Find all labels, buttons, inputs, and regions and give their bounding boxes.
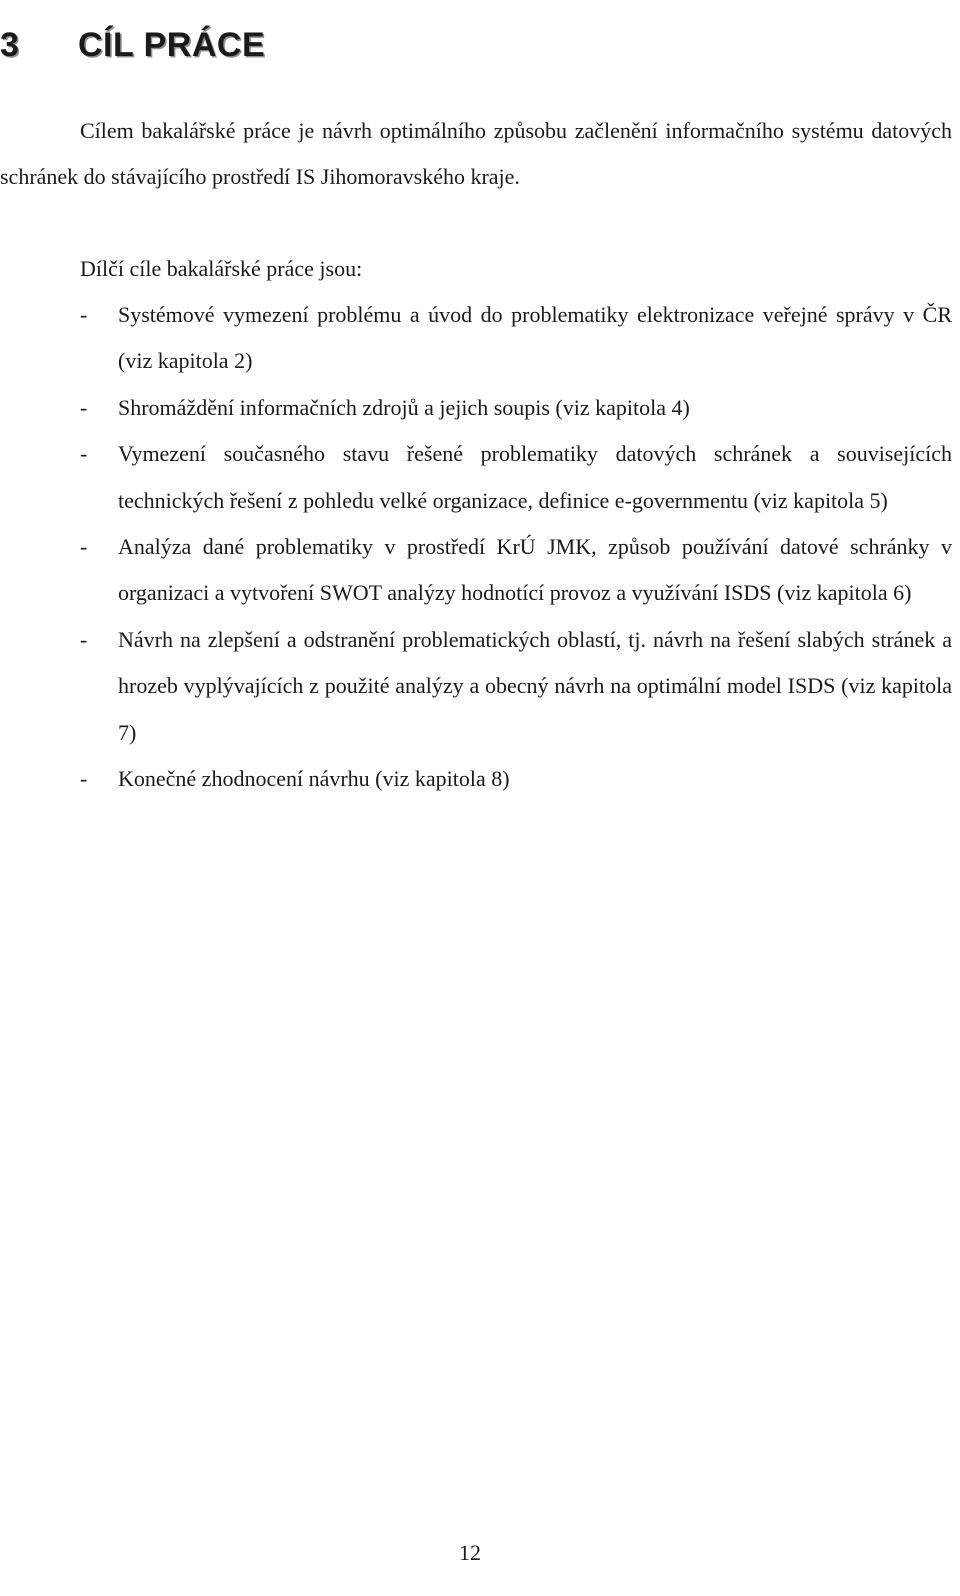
list-item-text: Vymezení současného stavu řešené problematiky datových schránek a souvisejících technických řešení z pohledu velké organizace, definice e-governmentu (viz kapitola 5) <box>118 441 952 513</box>
list-item-text: Systémové vymezení problému a úvod do problematiky elektronizace veřejné správy v ČR (viz kapitola 2) <box>118 302 952 374</box>
list-item-text: Analýza dané problematiky v prostředí KrÚ JMK, způsob používání datové schránky v organizaci a vytvoření SWOT analýzy hodnotící provoz a využívání ISDS (viz kapitola 6) <box>118 534 952 606</box>
list-item-text: Shromáždění informačních zdrojů a jejich soupis (viz kapitola 4) <box>118 394 690 420</box>
page-number: 12 <box>459 1540 481 1565</box>
list-item <box>0 756 952 802</box>
list-bullet: - <box>80 766 88 792</box>
list-item-text: Konečné zhodnocení návrhu (viz kapitola 8) <box>118 766 510 792</box>
list-bullet: - <box>80 302 88 327</box>
chapter-number: 3 <box>0 25 20 64</box>
subgoals-intro: Dílčí cíle bakalářské práce jsou: <box>80 256 363 281</box>
list-item <box>0 292 952 385</box>
list-item <box>0 617 952 756</box>
intro-paragraph: Cílem bakalářské práce je návrh optimálního způsobu začlenění informačního systému datových schránek do stávajícího prostředí IS Jihomoravského kraje. <box>0 118 952 190</box>
list-item <box>0 524 952 617</box>
list-bullet: - <box>80 534 88 560</box>
chapter-title: CÍL PRÁCE <box>78 25 266 64</box>
list-bullet: - <box>80 626 88 652</box>
goal-list <box>0 292 952 802</box>
list-bullet: - <box>80 394 88 420</box>
list-bullet: - <box>80 441 88 467</box>
list-item <box>0 385 952 431</box>
chapter-heading <box>0 23 265 67</box>
list-item-text: Návrh na zlepšení a odstranění problematických oblastí, tj. návrh na řešení slabých stránek a hrozeb vyplývajících z použité analýzy a obecný návrh na optimální model ISDS (viz kapitola 7) <box>118 626 952 745</box>
list-item <box>0 431 952 524</box>
